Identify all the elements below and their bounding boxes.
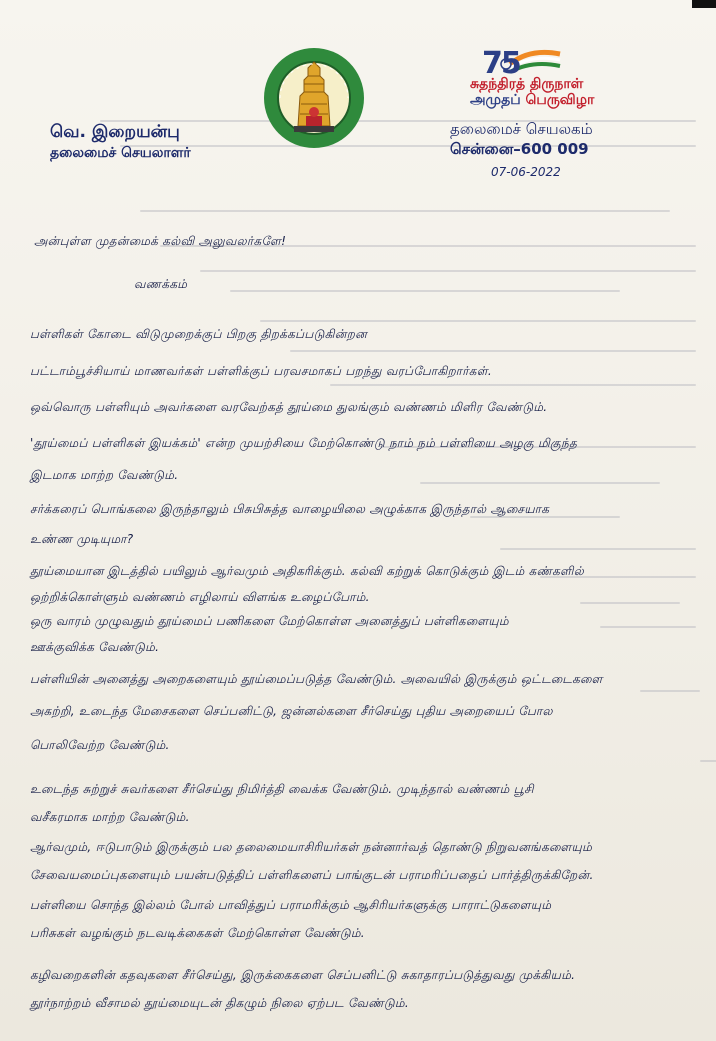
bleed-line: [230, 290, 620, 292]
letter-line: ஆர்வமும், ஈடுபாடும் இருக்கும் பல தலைமையாசிரியர்கள் நன்னார்வத் தொண்டு நிறுவனங்களையும்: [30, 840, 593, 854]
bleed-line: [700, 760, 716, 762]
logo-line-2: [470, 92, 594, 110]
letter-line: அகற்றி, உடைந்த மேசைகளை செப்பனிட்டு, ஜன்னல்களை சீர்செய்து புதிய அறையைப் போல: [30, 704, 553, 718]
bleed-line: [640, 690, 700, 692]
letter-line: சேவையமைப்புகளையும் பயன்படுத்திப் பள்ளிகளைப் பாங்குடன் பராமரிப்பதைப் பார்த்திருக்கிறேன்.: [30, 868, 594, 882]
salutation: அன்புள்ள முதன்மைக் கல்வி அலுவலர்களே!: [34, 234, 287, 248]
letter-line: பொலிவேற்ற வேண்டும்.: [30, 738, 170, 752]
bleed-line: [100, 120, 696, 122]
letter-line: தூய்மையான இடத்தில் பயிலும் ஆர்வமும் அதிகரிக்கும். கல்வி கற்றுக் கொடுக்கும் இடம் கண்களில்: [30, 564, 584, 578]
letter-line: சர்க்கரைப் பொங்கலை இருந்தாலும் பிசுபிசுத்த வாழையிலை அழுக்காக இருந்தால் ஆசையாக: [30, 502, 550, 516]
sender-name: வெ. இறையன்பு: [50, 122, 180, 142]
letter-line: உண்ண முடியுமா?: [30, 532, 134, 546]
letter-line: தூர்நாற்றம் வீசாமல் தூய்மையுடன் திகழும் நிலை ஏற்பட வேண்டும்.: [30, 996, 409, 1010]
letter-line: பள்ளியை சொந்த இல்லம் போல் பாவித்துப் பராமரிக்கும் ஆசிரியர்களுக்கு பாராட்டுகளையும்: [30, 898, 552, 912]
bleed-line: [600, 626, 696, 628]
bleed-line: [580, 602, 680, 604]
letter-line: பள்ளியின் அனைத்து அறைகளையும் தூய்மைப்படுத்த வேண்டும். அவையில் இருக்கும் ஒட்டடைகளை: [30, 672, 603, 686]
sender-title: தலைமைச் செயலாளர்: [50, 145, 191, 161]
office-city: சென்னை–600 009: [450, 140, 589, 158]
letter-line: உடைந்த சுற்றுச் சுவர்களை சீர்செய்து நிமிர்த்தி வைக்க வேண்டும். முடிந்தால் வண்ணம் பூசி: [30, 782, 534, 796]
logo-line-2-b: பெருவிழா: [525, 92, 595, 108]
logo-line-1: சுதந்திரத் திருநாள்: [470, 76, 584, 92]
letter-line: கழிவறைகளின் கதவுகளை சீர்செய்து, இருக்கைகளை செப்பனிட்டு சுகாதாரப்படுத்துவது முக்கியம்.: [30, 968, 576, 982]
azadi-amrit-logo: [470, 46, 595, 116]
letter-line: 'தூய்மைப் பள்ளிகள் இயக்கம்' என்ற முயற்சியை மேற்கொண்டு நாம் நம் பள்ளியை அழகு மிகுந்த: [30, 436, 578, 450]
bleed-line: [500, 548, 696, 550]
letter-line: வசீகரமாக மாற்ற வேண்டும்.: [30, 810, 190, 824]
office-name: தலைமைச் செயலகம்: [450, 120, 593, 138]
greeting: வணக்கம்: [134, 277, 188, 291]
logo-line-2-a: அமுதப்: [470, 92, 526, 108]
letter-line: இடமாக மாற்ற வேண்டும்.: [30, 468, 179, 482]
letter-line: ஊக்குவிக்க வேண்டும்.: [30, 640, 160, 654]
letter-line: ஒற்றிக்கொள்ளும் வண்ணம் எழிலாய் விளங்க உழைப்போம்.: [30, 590, 370, 604]
bleed-line: [330, 384, 696, 386]
letter-line: ஒவ்வொரு பள்ளியும் அவர்களை வரவேற்கத் தூய்மை துலங்கும் வண்ணம் மிளிர வேண்டும்.: [30, 400, 548, 414]
letter-line: ஒரு வாரம் முழுவதும் தூய்மைப் பணிகளை மேற்கொள்ள அனைத்துப் பள்ளிகளையும்: [30, 614, 509, 628]
scan-edge: [692, 0, 716, 8]
bleed-line: [420, 482, 660, 484]
letter-line: பரிசுகள் வழங்கும் நடவடிக்கைகள் மேற்கொள்ள வேண்டும்.: [30, 926, 365, 940]
bleed-line: [140, 210, 670, 212]
bleed-line: [260, 320, 696, 322]
bleed-line: [200, 270, 696, 272]
letter-line: பள்ளிகள் கோடை விடுமுறைக்குப் பிறகு திறக்கப்படுகின்றன: [30, 327, 368, 341]
bleed-line: [120, 145, 696, 147]
letter-line: பட்டாம்பூச்சியாய் மாணவர்கள் பள்ளிக்குப் பரவசமாகப் பறந்து வரப்போகிறார்கள்.: [30, 364, 493, 378]
bleed-line: [290, 350, 696, 352]
tamil-nadu-emblem-icon: [262, 46, 366, 150]
letter-date: 07-06-2022: [491, 165, 561, 179]
logo-number: 75: [482, 46, 520, 81]
